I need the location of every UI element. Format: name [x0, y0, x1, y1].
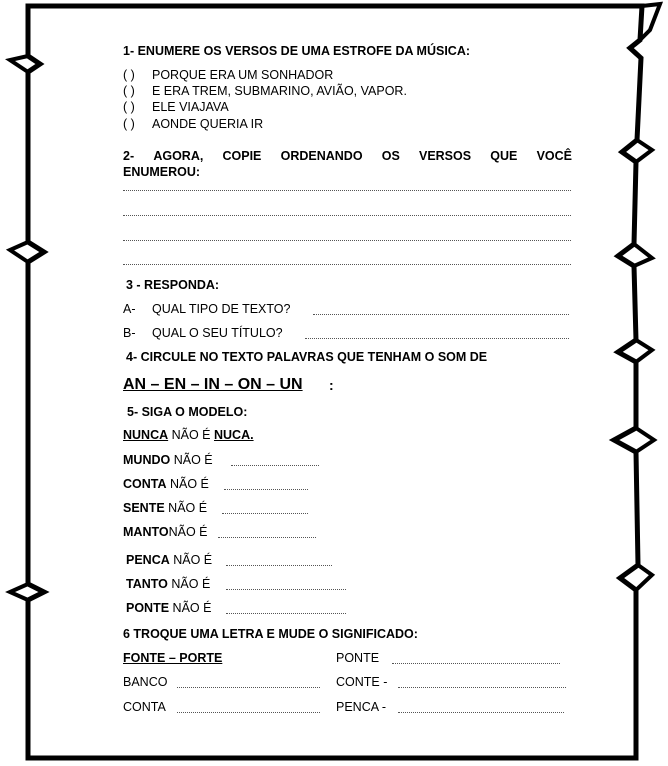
q5-example-middle: NÃO É [168, 428, 214, 442]
q3-item-letter: A- [123, 302, 136, 316]
q6-answer-line[interactable] [398, 712, 564, 713]
q5-example-word: NUNCA [123, 428, 169, 442]
q6-answer-line[interactable] [392, 663, 560, 664]
q5-row [126, 601, 211, 615]
q5-row [123, 501, 207, 515]
q1-item-text: PORQUE ERA UM SONHADOR [152, 68, 334, 82]
q5-example-answer: NUCA. [213, 428, 254, 442]
q5-example [123, 428, 254, 442]
q2-answer-line[interactable] [123, 240, 571, 241]
q5-word: CONTA [123, 477, 167, 491]
q4-colon: : [329, 377, 334, 393]
q5-answer-line[interactable] [222, 513, 308, 514]
q5-answer-line[interactable] [224, 489, 308, 490]
q5-row [126, 553, 212, 567]
q5-row [126, 577, 210, 591]
q6-answer-line[interactable] [177, 712, 320, 713]
q2-answer-line[interactable] [123, 264, 571, 265]
q5-word: MUNDO [123, 453, 171, 467]
q3-item-letter: B- [123, 326, 136, 340]
q5-row [123, 453, 213, 467]
q5-connector: NÃO É [173, 553, 213, 567]
q5-word: SENTE [123, 501, 165, 515]
q1-item-text: AONDE QUERIA IR [152, 117, 264, 131]
q3-item-text: QUAL TIPO DE TEXTO? [152, 302, 291, 316]
q5-answer-line[interactable] [231, 465, 319, 466]
q6-right-word: PONTE [336, 651, 380, 665]
q2-title-word: VOCÊ [536, 149, 572, 163]
q2-title [123, 148, 572, 180]
q1-item-box[interactable]: ( ) [123, 100, 135, 114]
q6-answer-line[interactable] [398, 687, 566, 688]
q2-answer-line[interactable] [123, 190, 571, 191]
q3-answer-line[interactable] [313, 314, 569, 315]
q5-connector: NÃO É [168, 525, 208, 539]
q2-title-word: VERSOS [418, 149, 472, 163]
q2-title-word: QUE [490, 149, 518, 163]
q5-connector: NÃO É [168, 501, 208, 515]
q5-connector: NÃO É [172, 601, 212, 615]
q1-item-text: E ERA TREM, SUBMARINO, AVIÃO, VAPOR. [152, 84, 407, 98]
q5-word: MANTO [123, 525, 169, 539]
q3-item-text: QUAL O SEU TÍTULO? [152, 326, 283, 340]
q4-title: 4- CIRCULE NO TEXTO PALAVRAS QUE TENHAM O SOM DE [126, 350, 488, 364]
q5-connector: NÃO É [170, 477, 209, 491]
q5-connector: NÃO É [173, 453, 213, 467]
q3-answer-line[interactable] [305, 338, 569, 339]
q6-example: FONTE – PORTE [123, 651, 223, 665]
q5-answer-line[interactable] [218, 537, 316, 538]
q2-title-word: COPIE [222, 149, 262, 163]
q1-item-box[interactable]: ( ) [123, 68, 135, 82]
q5-answer-line[interactable] [226, 613, 346, 614]
q1-item-box[interactable]: ( ) [123, 84, 135, 98]
q2-title-line2: ENUMEROU: [123, 165, 201, 179]
q6-left-word: CONTA [123, 700, 166, 714]
q5-title: 5- SIGA O MODELO: [127, 405, 248, 419]
q2-answer-line[interactable] [123, 215, 571, 216]
q6-left-word: BANCO [123, 675, 168, 689]
q5-row [123, 525, 208, 539]
q6-right-word: CONTE - [336, 675, 388, 689]
q5-row [123, 477, 209, 491]
q5-word: TANTO [126, 577, 168, 591]
q6-right-word: PENCA - [336, 700, 387, 714]
q5-answer-line[interactable] [226, 589, 346, 590]
q5-answer-line[interactable] [226, 565, 332, 566]
q4-sounds: AN – EN – IN – ON – UN [123, 376, 303, 393]
q3-title: 3 - RESPONDA: [126, 278, 220, 292]
q5-connector: NÃO É [171, 577, 211, 591]
q5-word: PONTE [126, 601, 170, 615]
q2-title-word: AGORA, [153, 149, 204, 163]
q6-title: 6 TROQUE UMA LETRA E MUDE O SIGNIFICADO: [123, 627, 418, 641]
q2-title-word: ORDENANDO [280, 149, 363, 163]
q1-item-box[interactable]: ( ) [123, 117, 135, 131]
q5-word: PENCA [126, 553, 170, 567]
q1-title: 1- ENUMERE OS VERSOS DE UMA ESTROFE DA MÚSICA: [123, 44, 471, 58]
q6-answer-line[interactable] [177, 687, 320, 688]
q2-title-word: 2- [123, 149, 135, 163]
q1-item-text: ELE VIAJAVA [152, 100, 229, 114]
q2-title-word: OS [381, 149, 400, 163]
